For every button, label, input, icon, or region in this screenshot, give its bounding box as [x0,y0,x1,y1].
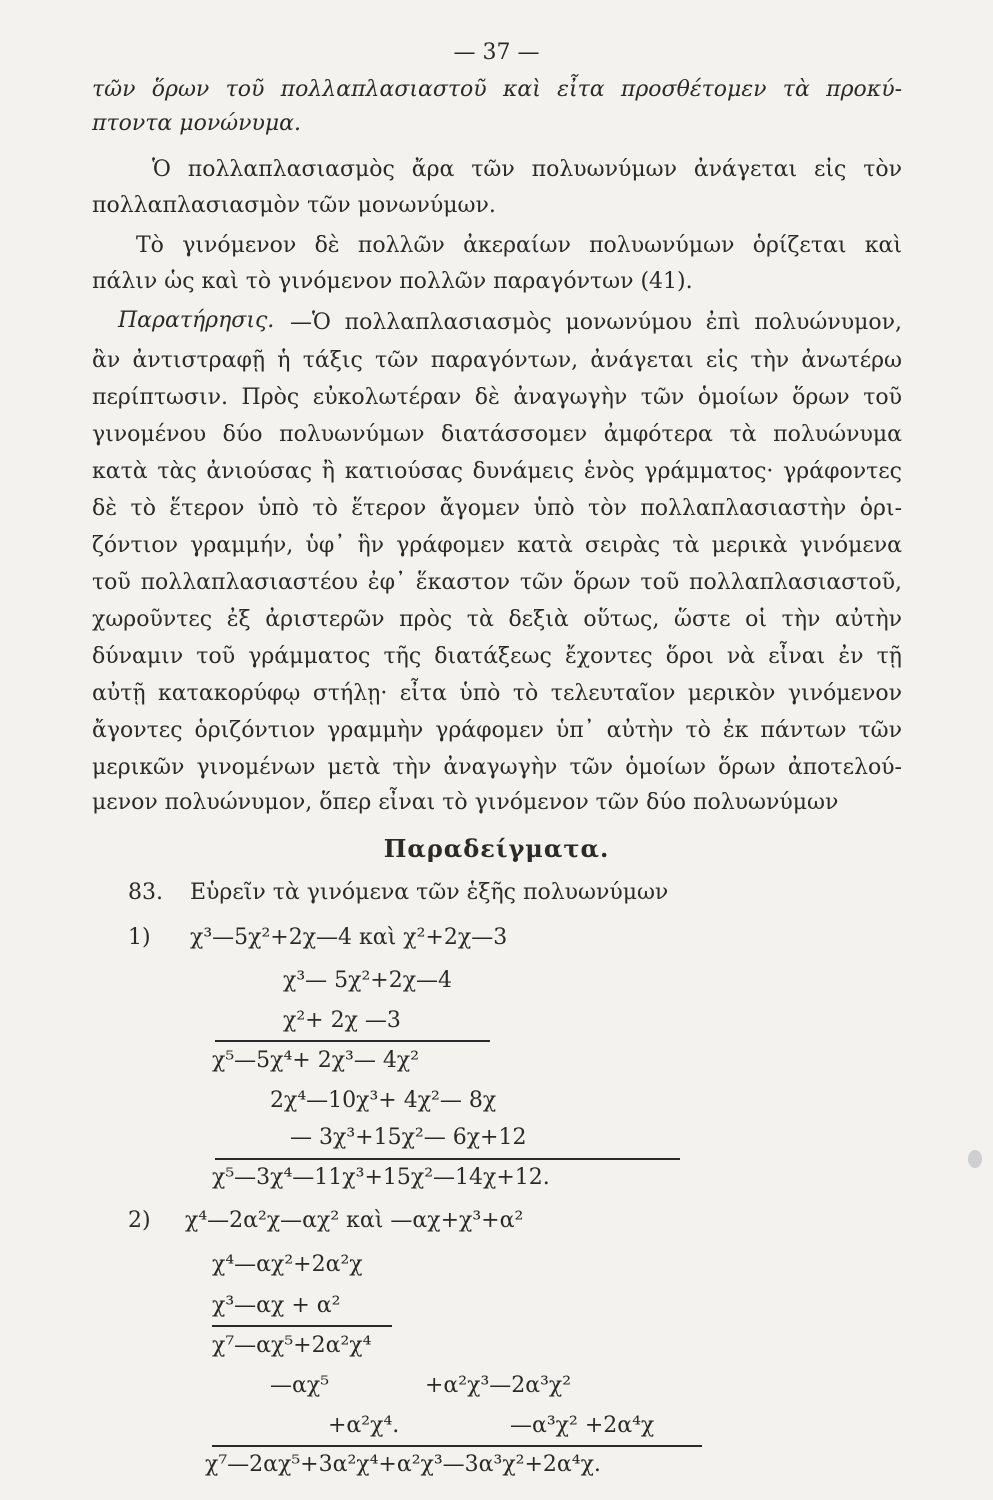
example1-partial-2: 2χ⁴—10χ³+ 4χ²— 8χ [270,1088,497,1113]
example1-label: 1) [128,925,151,950]
example2-partial-2a: —αχ⁵ [270,1373,330,1398]
example1-statement: χ³—5χ²+2χ—4 καὶ χ²+2χ—3 [190,925,508,950]
example2-rule-1 [212,1325,392,1327]
example2-result: χ⁷—2αχ⁵+3α²χ⁴+α²χ³—3α³χ²+2α⁴χ. [205,1452,601,1477]
text-line-2: πτοντα μονώνυμα. [92,111,302,136]
example2-partial-2b: +α²χ³—2α³χ² [425,1373,572,1398]
example1-partial-3: — 3χ³+15χ²— 6χ+12 [290,1125,527,1150]
text-line-10: γινομένου δύο πολυωνύμων διατάσσομεν ἀμφότερα τὰ πολυώνυμα [92,422,902,447]
text-line-11: κατὰ τὰς ἀνιούσας ἢ κατιούσας δυνάμεις ἑνὸς γράμματος· γράφοντες [92,459,902,484]
text-line-14: τοῦ πολλαπλασιαστέου ἐφ᾽ ἕκαστον τῶν ὅρων τοῦ πολλαπλασιαστοῦ, [92,570,902,595]
exercise-text: Εὑρεῖν τὰ γινόμενα τῶν ἑξῆς πολυωνύμων [190,880,669,905]
text-line-5: Τὸ γινόμενον δὲ πολλῶν ἀκεραίων πολυωνύμων ὁρίζεται καὶ [136,233,902,258]
text-line-4: πολλαπλασιασμὸν τῶν μονωνύμων. [92,193,496,218]
text-line-18: ἄγοντες ὁριζόντιον γραμμὴν γράφομεν ὑπ᾽ αὐτὴν τὸ ἐκ πάντων τῶν [92,718,902,743]
example2-label: 2) [128,1208,151,1233]
page-number: — 37 — [453,40,540,65]
example2-multiplier: χ³—αχ + α² [212,1293,341,1318]
example2-rule-2 [212,1445,702,1447]
remark-title: Παρατήρησις. [118,308,275,333]
text-line-8: ἂν ἀντιστραφῇ ἡ τάξις τῶν παραγόντων, ἀνάγεται εἰς τὴν ἀνωτέρω [92,348,902,373]
example2-partial-3b: —α³χ² +2α⁴χ [510,1413,655,1438]
example2-statement: χ⁴—2α²χ—αχ² καὶ —αχ+χ³+α² [185,1208,524,1233]
text-line-1: τῶν ὅρων τοῦ πολλαπλασιαστοῦ καὶ εἶτα προσθέτομεν τὰ προκύ- [92,77,902,102]
text-line-13: ζόντιον γραμμήν, ὑφ᾽ ἣν γράφομεν κατὰ σειρὰς τὰ μερικὰ γινόμενα [92,533,902,558]
exercise-number: 83. [128,880,163,905]
example2-partial-3a: +α²χ⁴. [328,1413,400,1438]
paper-stain [968,1150,982,1168]
example1-rule-2 [215,1158,680,1160]
example2-multiplicand: χ⁴—αχ²+2α²χ [212,1252,363,1277]
example1-partial-1: χ⁵—5χ⁴+ 2χ³— 4χ² [212,1048,420,1073]
text-line-19: μερικῶν γινομένων μετὰ τὴν ἀναγωγὴν τῶν ὁμοίων ὅρων ἀποτελού- [92,755,902,780]
text-line-3: Ὁ πολλαπλασιασμὸς ἄρα τῶν πολυωνύμων ἀνάγεται εἰς τὸν [152,157,902,182]
example2-partial-1: χ⁷—αχ⁵+2α²χ⁴ [212,1333,372,1358]
text-line-17: αὐτῇ κατακορύφῳ στήλῃ· εἶτα ὑπὸ τὸ τελευταῖον μερικὸν γινόμενον [92,681,902,706]
text-line-6: πάλιν ὡς καὶ τὸ γινόμενον πολλῶν παραγόντων (41). [92,269,693,294]
example1-result: χ⁵—3χ⁴—11χ³+15χ²—14χ+12. [212,1165,550,1190]
examples-heading: Παραδείγματα. [383,834,610,863]
text-line-16: δύναμιν τοῦ γράμματος τῆς διατάξεως ἔχοντες ὅροι νὰ εἶναι ἐν τῇ [92,644,902,669]
text-line-9: περίπτωσιν. Πρὸς εὐκολωτέραν δὲ ἀναγωγὴν τῶν ὁμοίων ὅρων τοῦ [92,385,902,410]
example1-multiplier: χ²+ 2χ —3 [283,1008,401,1033]
example1-multiplicand: χ³— 5χ²+2χ—4 [283,968,453,993]
example1-rule-1 [215,1040,490,1042]
text-line-15: χωροῦντες ἐξ ἀριστερῶν πρὸς τὰ δεξιὰ οὕτως, ὥστε οἱ τὴν αὐτὴν [92,607,902,632]
text-line-12: δὲ τὸ ἕτερον ὑπὸ τὸ ἕτερον ἄγομεν ὑπὸ τὸν πολλαπλασιαστὴν ὁρι- [92,496,902,521]
text-line-20: μενον πολυώνυμον, ὅπερ εἶναι τὸ γινόμενον τῶν δύο πολυωνύμων [92,790,839,815]
text-line-7: —Ὁ πολλαπλασιασμὸς μονωνύμου ἐπὶ πολυώνυμον, [290,310,902,335]
